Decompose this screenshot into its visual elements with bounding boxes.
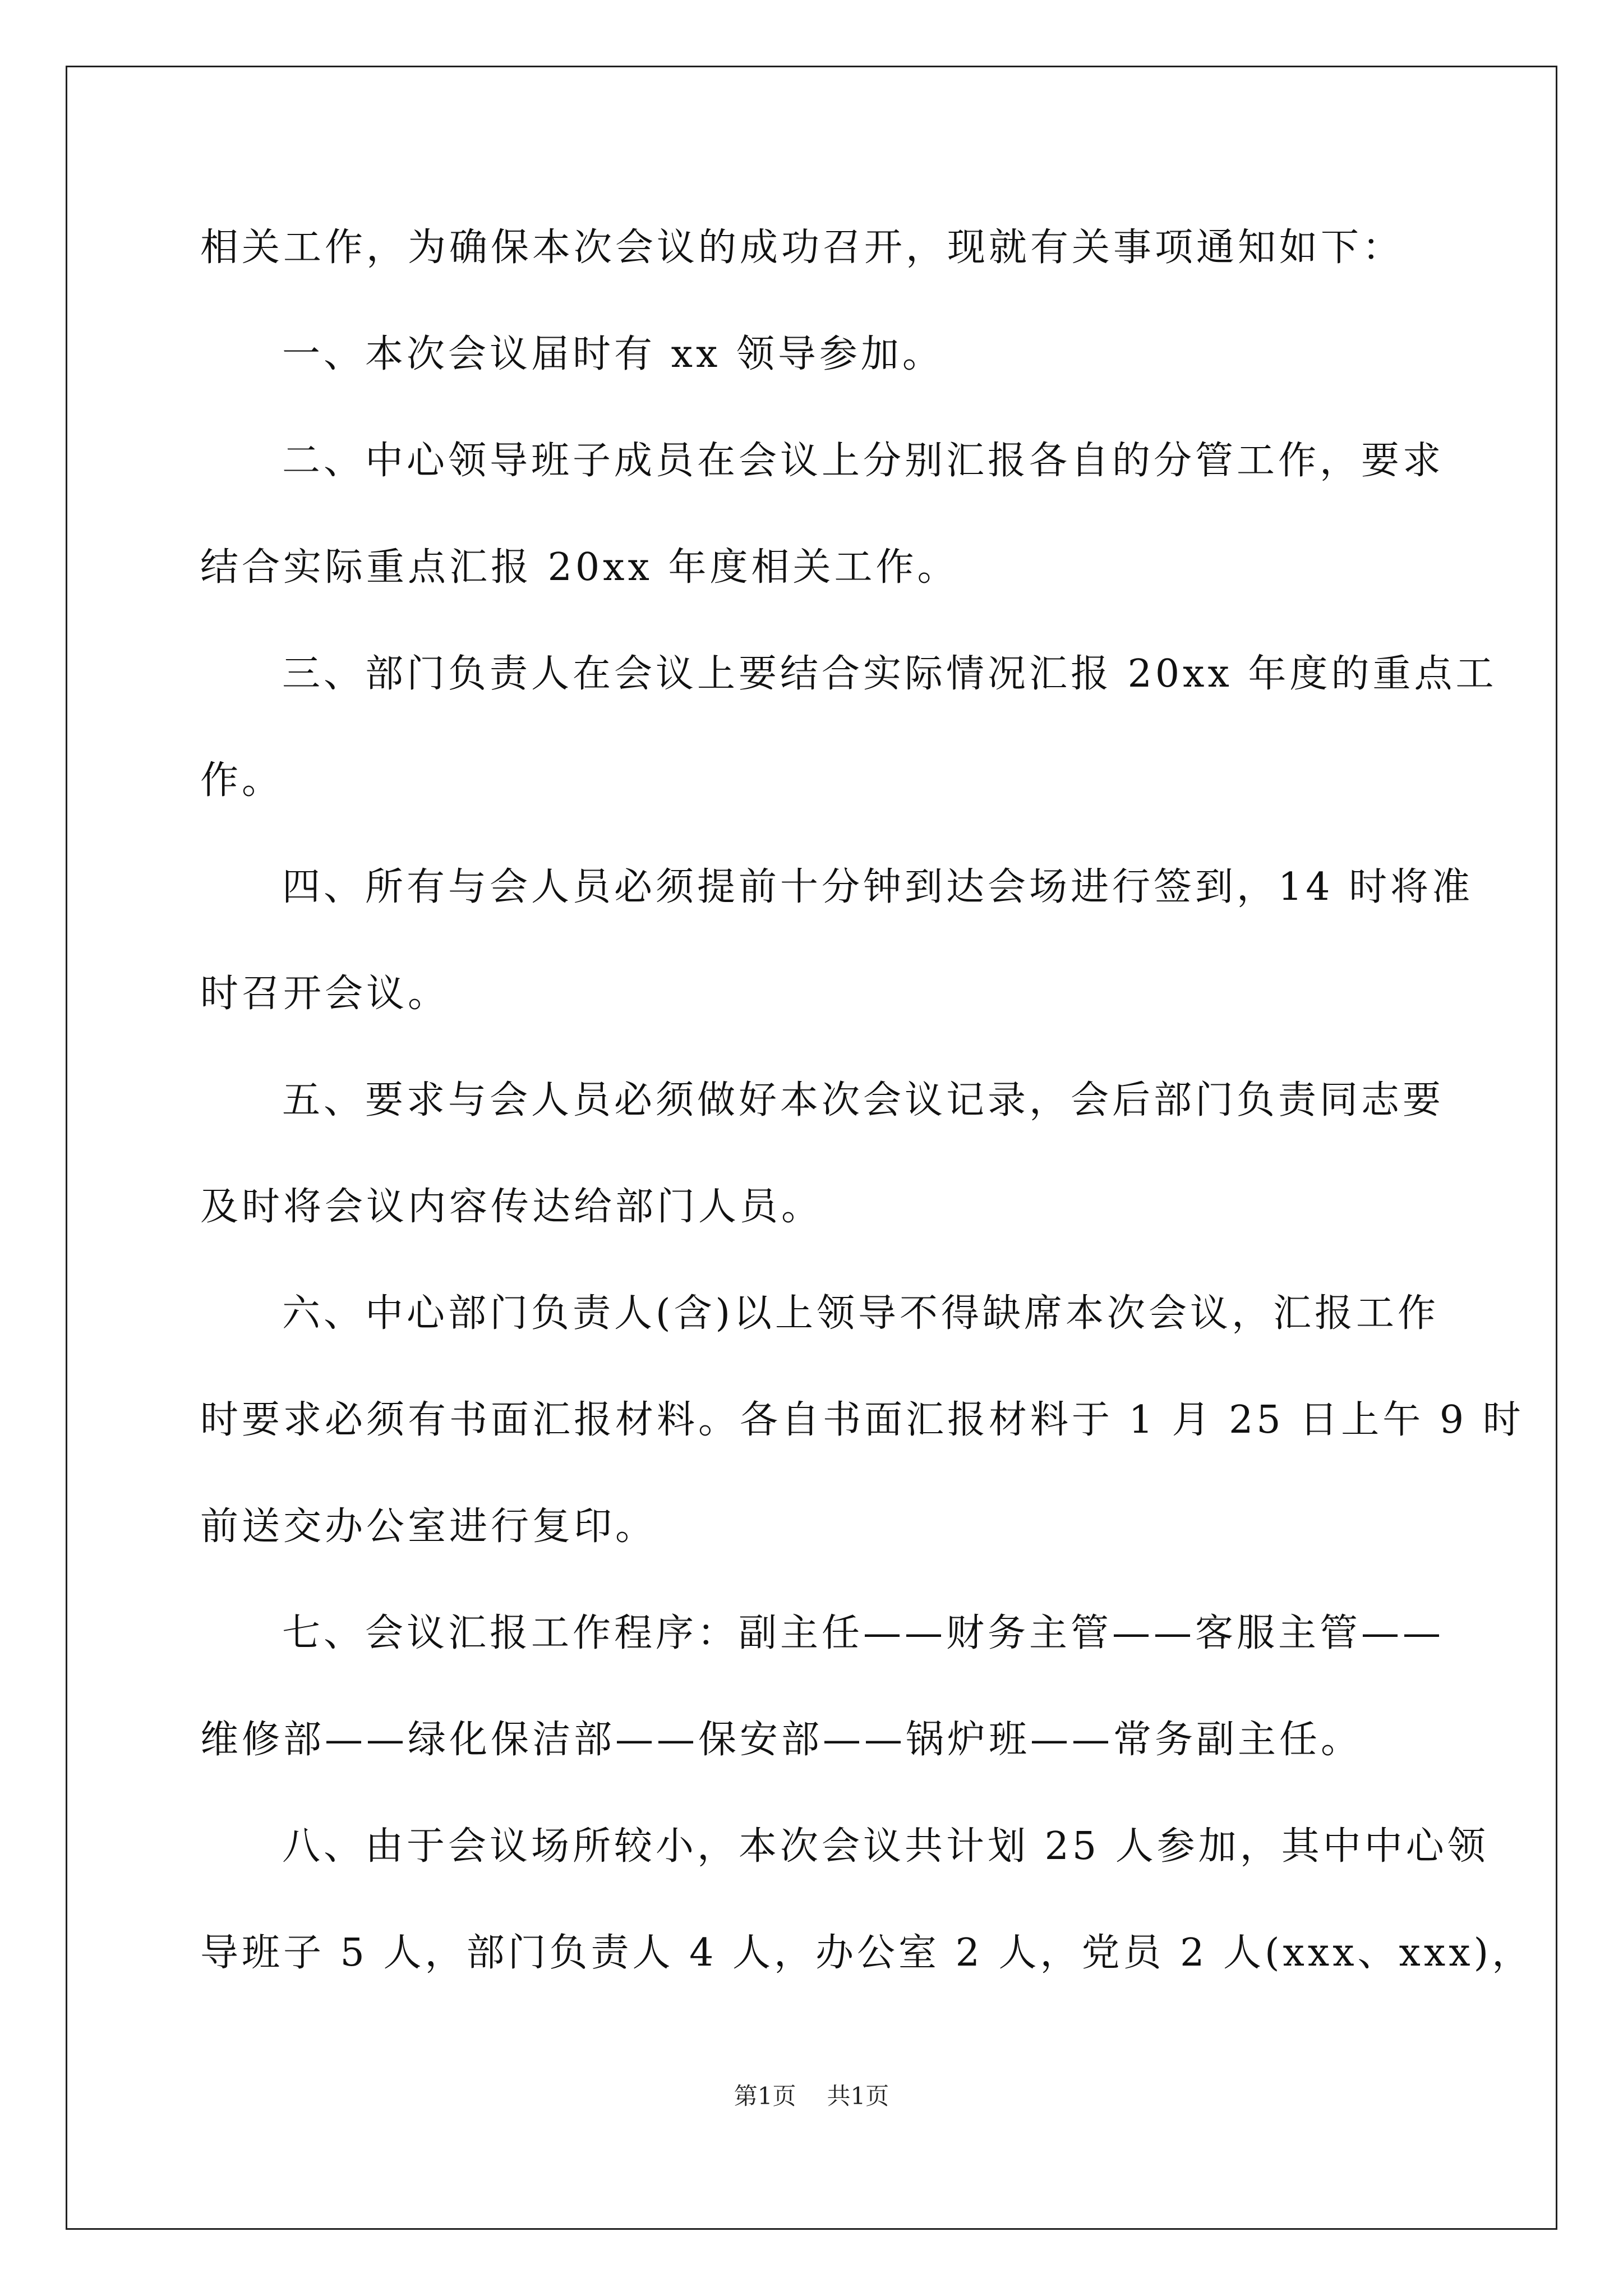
text-line-6: 作。 bbox=[200, 758, 284, 803]
text-line-15: 维修部——绿化保洁部——保安部——锅炉班——常务副主任。 bbox=[200, 1718, 1363, 1762]
text-line-14: 七、会议汇报工作程序：副主任——财务主管——客服主管—— bbox=[282, 1611, 1445, 1655]
page-number-current: 第1页 bbox=[734, 2082, 796, 2110]
text-line-12: 时要求必须有书面汇报材料。各自书面汇报材料于 1 月 25 日上午 9 时 bbox=[200, 1398, 1524, 1442]
text-line-11: 六、中心部门负责人(含)以上领导不得缺席本次会议，汇报工作 bbox=[282, 1291, 1440, 1336]
text-line-3: 二、中心领导班子成员在会议上分别汇报各自的分管工作，要求 bbox=[282, 439, 1445, 483]
text-line-2: 一、本次会议届时有 xx 领导参加。 bbox=[282, 332, 944, 376]
text-line-10: 及时将会议内容传达给部门人员。 bbox=[200, 1185, 823, 1229]
text-line-4: 结合实际重点汇报 20xx 年度相关工作。 bbox=[200, 545, 959, 590]
text-line-13: 前送交办公室进行复印。 bbox=[200, 1504, 657, 1549]
text-line-17: 导班子 5 人，部门负责人 4 人，办公室 2 人，党员 2 人(xxx、xxx)， bbox=[200, 1931, 1534, 1975]
text-line-9: 五、要求与会人员必须做好本次会议记录，会后部门负责同志要 bbox=[282, 1078, 1445, 1122]
page-number-total: 共1页 bbox=[827, 2082, 889, 2110]
text-line-8: 时召开会议。 bbox=[200, 972, 450, 1016]
text-line-16: 八、由于会议场所较小，本次会议共计划 25 人参加，其中中心领 bbox=[282, 1824, 1489, 1869]
text-line-7: 四、所有与会人员必须提前十分钟到达会场进行签到，14 时将准 bbox=[282, 865, 1474, 909]
page-border bbox=[66, 66, 1557, 2230]
text-line-5: 三、部门负责人在会议上要结合实际情况汇报 20xx 年度的重点工 bbox=[282, 652, 1497, 696]
text-line-1: 相关工作，为确保本次会议的成功召开，现就有关事项通知如下： bbox=[200, 226, 1404, 270]
page-footer bbox=[0, 2079, 1623, 2113]
